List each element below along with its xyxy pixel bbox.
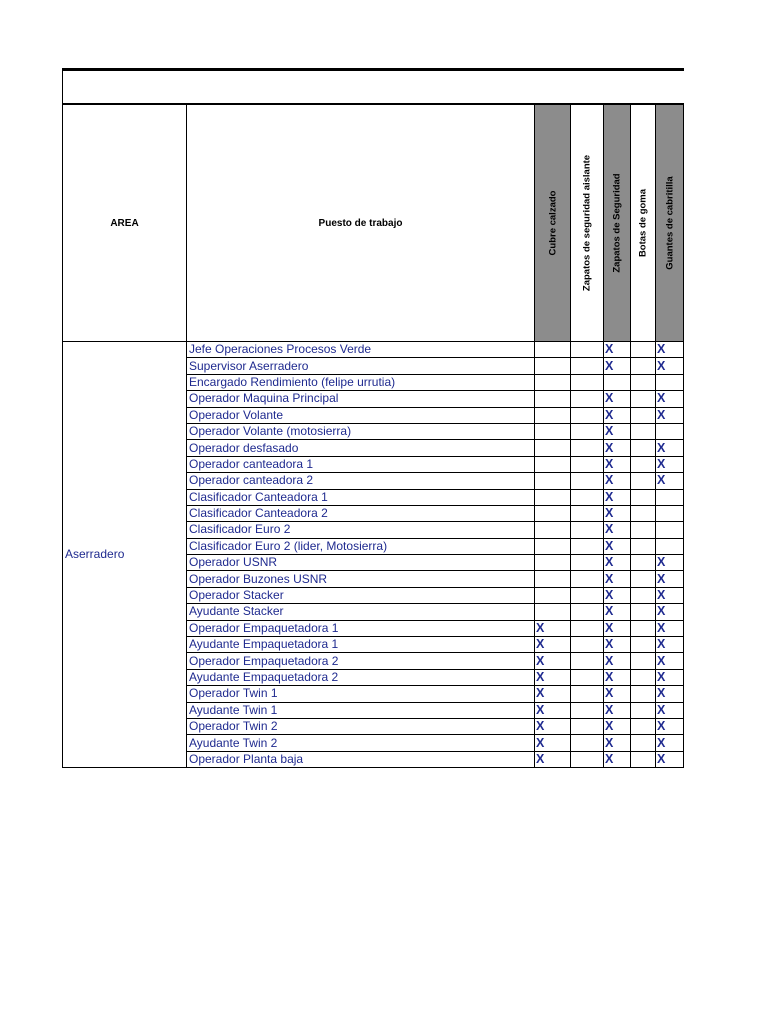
mark-cell [571,522,604,538]
job-title-cell: Ayudante Twin 1 [187,702,535,718]
job-title-cell: Operador Empaquetadora 1 [187,620,535,636]
job-title-cell: Jefe Operaciones Procesos Verde [187,342,535,358]
mark-cell [631,505,656,521]
mark-cell [631,440,656,456]
mark-cell [571,702,604,718]
mark-cell [631,555,656,571]
mark-cell: X [656,555,684,571]
mark-cell [571,587,604,603]
mark-cell [631,620,656,636]
job-title-cell: Operador Twin 1 [187,686,535,702]
mark-cell [631,374,656,390]
mark-cell: X [656,702,684,718]
job-title-cell: Encargado Rendimiento (felipe urrutia) [187,374,535,390]
mark-cell: X [535,669,571,685]
mark-cell [535,555,571,571]
mark-cell [631,538,656,554]
mark-cell: X [604,587,631,603]
mark-cell: X [656,620,684,636]
mark-cell [571,718,604,734]
mark-cell: X [656,653,684,669]
mark-cell: X [656,604,684,620]
mark-cell [631,571,656,587]
mark-cell: X [535,735,571,751]
mark-cell [631,735,656,751]
mark-cell: X [535,686,571,702]
job-title-cell: Operador Volante (motosierra) [187,423,535,439]
mark-cell [535,587,571,603]
mark-cell [631,686,656,702]
mark-cell [571,505,604,521]
mark-cell: X [604,571,631,587]
mark-cell: X [604,423,631,439]
mark-cell [631,407,656,423]
mark-cell: X [604,751,631,767]
job-title-cell: Supervisor Aserradero [187,358,535,374]
mark-cell: X [604,505,631,521]
mark-cell [571,489,604,505]
title-row [63,70,684,105]
col-header-label: Guantes de cabritilla [664,176,676,270]
mark-cell: X [604,440,631,456]
mark-cell [535,342,571,358]
mark-cell [631,751,656,767]
mark-cell [571,358,604,374]
mark-cell [571,735,604,751]
mark-cell [571,538,604,554]
mark-cell [571,604,604,620]
mark-cell [535,358,571,374]
mark-cell [571,751,604,767]
job-title-cell: Operador Buzones USNR [187,571,535,587]
area-cell: Aserradero [63,342,187,768]
mark-cell: X [604,620,631,636]
mark-cell [571,686,604,702]
mark-cell: X [604,538,631,554]
mark-cell: X [535,653,571,669]
job-title-cell: Clasificador Euro 2 (lider, Motosierra) [187,538,535,554]
mark-cell: X [656,358,684,374]
mark-cell: X [656,735,684,751]
mark-cell: X [656,456,684,472]
mark-cell: X [604,669,631,685]
col-header-label: Cubre calzado [547,190,558,256]
job-title-cell: Clasificador Euro 2 [187,522,535,538]
mark-cell [571,456,604,472]
job-title-cell: Operador desfasado [187,440,535,456]
job-title-cell: Ayudante Empaquetadora 2 [187,669,535,685]
mark-cell [535,407,571,423]
mark-cell [535,505,571,521]
col-header-botas-goma [631,104,656,342]
mark-cell: X [656,391,684,407]
mark-cell [631,653,656,669]
col-header-cubre-calzado [535,104,571,342]
mark-cell [535,522,571,538]
mark-cell [571,374,604,390]
job-title-cell: Operador Stacker [187,587,535,603]
job-header: Puesto de trabajo [187,104,535,342]
mark-cell: X [604,637,631,653]
col-header-label: Zapatos de seguridad aislante [581,154,593,292]
job-title-cell: Ayudante Empaquetadora 1 [187,637,535,653]
mark-cell [656,522,684,538]
job-title-cell: Ayudante Twin 2 [187,735,535,751]
mark-cell: X [656,587,684,603]
mark-cell [631,522,656,538]
mark-cell [571,669,604,685]
job-title-cell: Operador canteadora 2 [187,473,535,489]
mark-cell [571,637,604,653]
mark-cell: X [604,555,631,571]
mark-cell [631,702,656,718]
mark-cell: X [656,686,684,702]
job-title-cell: Operador Maquina Principal [187,391,535,407]
mark-cell [535,374,571,390]
mark-cell [571,571,604,587]
mark-cell: X [656,637,684,653]
ppe-matrix-sheet [62,68,683,768]
job-title-cell: Operador Empaquetadora 2 [187,653,535,669]
mark-cell [631,604,656,620]
mark-cell [571,653,604,669]
mark-cell: X [604,456,631,472]
mark-cell: X [656,718,684,734]
mark-cell [571,620,604,636]
mark-cell: X [604,407,631,423]
mark-cell [631,669,656,685]
mark-cell [656,423,684,439]
mark-cell: X [656,473,684,489]
mark-cell [604,374,631,390]
mark-cell [535,456,571,472]
mark-cell [535,571,571,587]
mark-cell: X [656,407,684,423]
job-title-cell: Operador Planta baja [187,751,535,767]
mark-cell: X [604,718,631,734]
job-title-cell: Ayudante Stacker [187,604,535,620]
mark-cell [631,489,656,505]
mark-cell [631,358,656,374]
mark-cell: X [604,489,631,505]
mark-cell [571,407,604,423]
mark-cell [535,489,571,505]
mark-cell [631,718,656,734]
mark-cell [631,473,656,489]
mark-cell [571,423,604,439]
mark-cell [535,538,571,554]
mark-cell [631,391,656,407]
mark-cell: X [604,653,631,669]
mark-cell [535,473,571,489]
mark-cell [631,342,656,358]
ppe-matrix-table [62,68,684,768]
mark-cell: X [656,571,684,587]
col-header-zapatos-aislante [571,104,604,342]
mark-cell: X [604,358,631,374]
mark-cell [535,604,571,620]
mark-cell [656,374,684,390]
mark-cell [571,555,604,571]
mark-cell [571,473,604,489]
mark-cell [631,637,656,653]
job-title-cell: Operador USNR [187,555,535,571]
title-cell [63,70,684,105]
header-row [63,104,684,342]
mark-cell: X [535,702,571,718]
mark-cell: X [535,751,571,767]
mark-cell: X [656,751,684,767]
mark-cell: X [656,669,684,685]
mark-cell: X [535,620,571,636]
mark-cell [535,423,571,439]
job-title-cell: Operador Volante [187,407,535,423]
mark-cell: X [604,522,631,538]
mark-cell: X [604,342,631,358]
mark-cell: X [604,686,631,702]
mark-cell: X [604,604,631,620]
area-header: AREA [63,104,187,342]
col-header-label: Botas de goma [637,188,649,258]
col-header-zapatos-seguridad [604,104,631,342]
job-title-cell: Clasificador Canteadora 1 [187,489,535,505]
mark-cell [631,587,656,603]
mark-cell: X [535,718,571,734]
job-title-cell: Operador Twin 2 [187,718,535,734]
mark-cell [535,391,571,407]
mark-cell: X [656,440,684,456]
job-title-cell: Operador canteadora 1 [187,456,535,472]
mark-cell [631,456,656,472]
mark-cell: X [656,342,684,358]
mark-cell [656,505,684,521]
job-title-cell: Clasificador Canteadora 2 [187,505,535,521]
mark-cell [571,342,604,358]
mark-cell: X [604,473,631,489]
mark-cell: X [535,637,571,653]
col-header-label: Zapatos de Seguridad [611,173,623,273]
mark-cell: X [604,391,631,407]
col-header-guantes [656,104,684,342]
mark-cell [656,538,684,554]
mark-cell [571,440,604,456]
mark-cell [571,391,604,407]
mark-cell [631,423,656,439]
mark-cell [656,489,684,505]
table-row [63,342,684,358]
mark-cell [535,440,571,456]
mark-cell: X [604,735,631,751]
mark-cell: X [604,702,631,718]
